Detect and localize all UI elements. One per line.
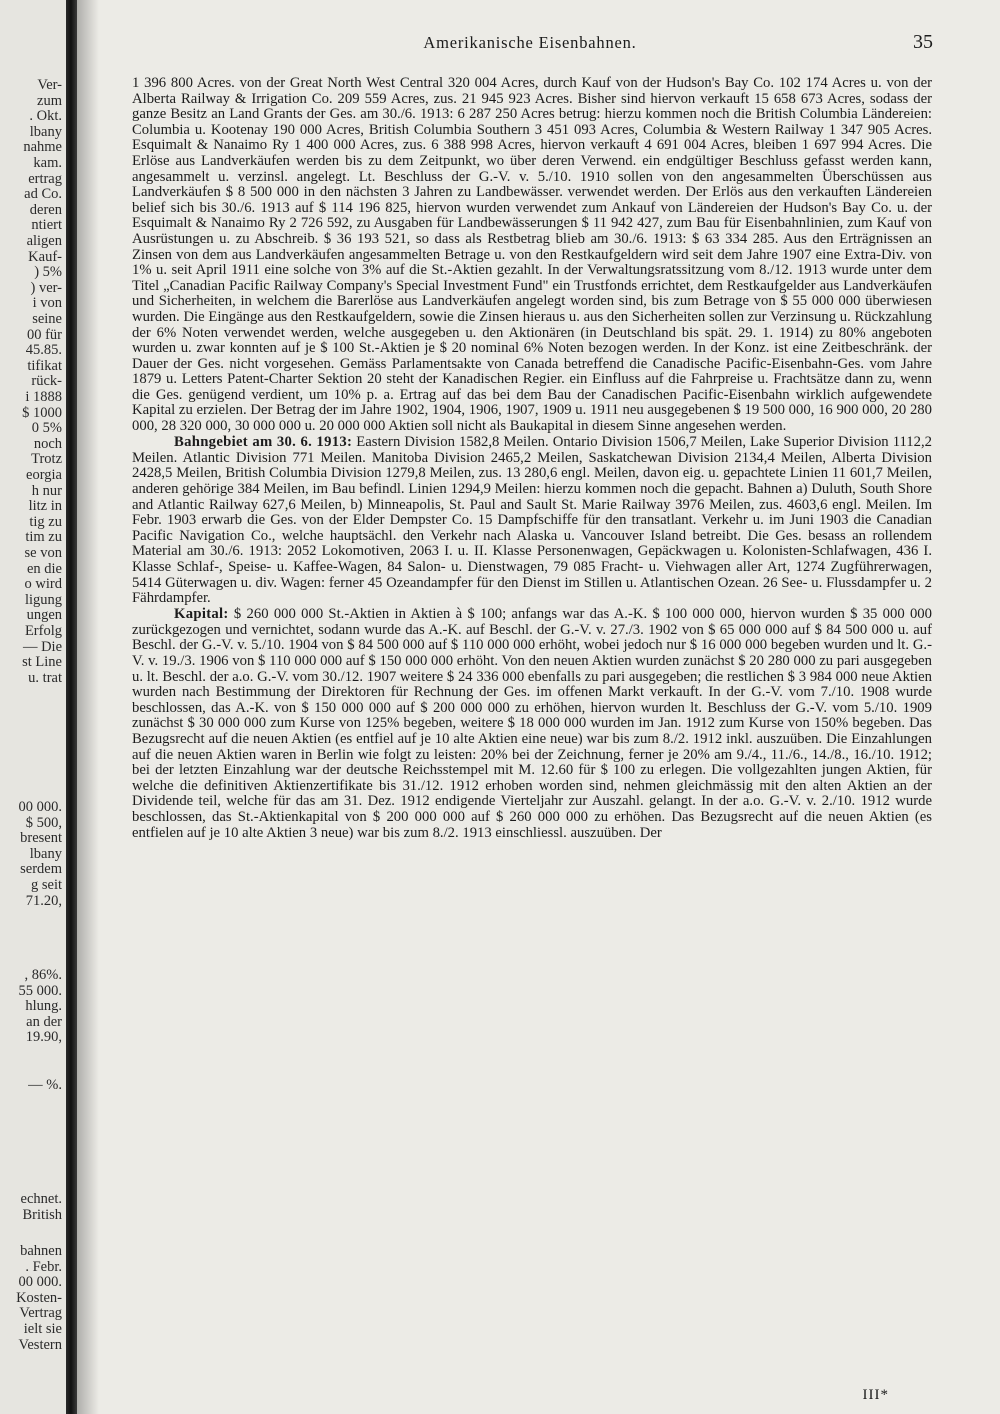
margin-fragment: i von <box>32 295 62 312</box>
page-body <box>132 76 932 841</box>
margin-fragment: ligung <box>24 591 62 608</box>
margin-fragment: 45.85. <box>25 342 62 359</box>
margin-fragment: Kosten- <box>16 1289 62 1306</box>
margin-fragment: ) 5% <box>34 264 62 281</box>
margin-fragment: nahme <box>23 139 62 156</box>
page-number: 35 <box>913 31 933 53</box>
margin-fragment: seine <box>32 311 62 327</box>
running-head: Amerikanische Eisenbahnen. <box>423 33 637 52</box>
margin-fragment: se von <box>24 545 62 561</box>
margin-fragment: Kauf- <box>28 248 62 265</box>
margin-fragment: i 1888 <box>25 389 62 405</box>
margin-fragment: bahnen <box>20 1243 62 1259</box>
margin-fragment: st Line <box>22 654 62 671</box>
margin-fragment: $ 1000 <box>22 404 62 421</box>
margin-fragment: an der <box>26 1013 62 1030</box>
paragraph-text: $ 260 000 000 St.-Aktien in Aktien à $ 100; anfangs war das A.-K. $ 100 000 000, hiervon wurden $ 35 000 000 zurückgezogen und vernichtet, sodann wurde das A.-K. auf Beschl. der G.-V. v. 27./3. 1902 von $ 65 000 000 auf $ 84 500 000 u. auf Beschl. der G.-V. v. 5./10. 1904 von $ 84 500 000 auf $ 110 000 000 erhöht, wobei jedoch nur $ 16 000 000 begeben wurden und lt. G.-V. v. 19./3. 1906 von $ 110 000 000 auf $ 150 000 000 erhöht. Von den neuen Aktien wurden zunächst $ 20 280 000 zu pari ausgegeben u. lt. Beschl. der a.o. G.-V. vom 30./12. 1907 weitere $ 24 336 000 ebenfalls zu pari ausgegeben; die restlichen $ 3 984 000 neue Aktien wurden nach Bestimmung der Direktoren für Rechnung der Ges. im offenen Markt verkauft. In der G.-V. vom 7./10. 1908 wurde beschlossen, das A.-K. von $ 150 000 000 auf $ 200 000 000 zu erhöhen, hiervon wurden lt. Beschluss der G.-V. vom 5./10. 1909 zunächst $ 30 000 000 zum Kurse von 125% begeben, weitere $ 18 000 000 wurden im Jan. 1912 zum Kurse von 150% begeben. Das Bezugsrecht auf die neuen Aktien (es entfiel auf je 10 alte Aktien eine neue) war bis zum 8./2. 1912 inkl. auszuüben. Die Einzahlungen auf die neuen Aktien waren in Berlin wie folgt zu leisten: 20% bei der Zeichnung, ferner je 20% am 9./4., 11./6., 14./8., 16./10. 1912; bei der letzten Einzahlung war der deutsche Reichsstempel mit M. 12.60 für $ 100 zu erlegen. Die vollgezahlten jungen Aktien, für welche die definitiven Aktienzertifikate bis 31./12. 1912 erhoben worden sind, nehmen gleichmässig mit den alten Aktien an der Dividende teil, welche für das am 31. Dez. 1912 endigende Vierteljahr zur Auszahl. gelangt. In der a.o. G.-V. v. 2./10. 1912 wurde beschlossen, das St.-Aktienkapital von $ 200 000 000 auf $ 260 000 000 zu erhöhen. Das Bezugsrecht auf die neuen Aktien (es entfielen auf je 10 alte Aktien 3 neue) war bis zum 8./2. 1913 einschliessl. auszuüben. Der <box>132 606 932 841</box>
margin-fragment: tim zu <box>25 529 62 546</box>
margin-fragment: 55 000. <box>18 982 62 999</box>
spine-shadow <box>77 0 99 1414</box>
margin-fragment: . Okt. <box>29 108 62 125</box>
margin-fragment: 71.20, <box>25 892 62 909</box>
margin-fragment: bresent <box>20 830 62 847</box>
margin-fragment: zum <box>37 92 62 109</box>
margin-fragment: — Die <box>22 638 62 655</box>
margin-fragment: ) ver- <box>30 279 62 296</box>
margin-fragment: u. trat <box>28 669 62 686</box>
margin-fragment: h nur <box>31 482 62 499</box>
margin-fragment: Ver- <box>37 77 62 93</box>
margin-fragment: $ 500, <box>25 814 62 831</box>
margin-fragment: en die <box>26 560 62 577</box>
margin-fragment: ertrag <box>28 170 62 187</box>
margin-fragment: serdem <box>20 861 62 878</box>
book-spine-fold <box>66 0 77 1414</box>
margin-fragment: ad Co. <box>24 186 62 203</box>
margin-fragment: British <box>22 1206 62 1223</box>
margin-fragment: lbany <box>29 123 62 140</box>
margin-fragment: ntiert <box>31 217 62 234</box>
margin-fragment: ielt sie <box>23 1321 62 1337</box>
margin-fragment: echnet. <box>20 1191 62 1207</box>
paragraph-kapital <box>132 607 932 841</box>
margin-fragment: 00 000. <box>18 799 62 815</box>
section-label-kapital: Kapital: <box>174 606 229 623</box>
previous-page-gutter <box>0 0 66 1414</box>
margin-fragment: 00 für <box>26 326 62 343</box>
margin-fragment: rück- <box>31 373 62 390</box>
section-label-bahngebiet: Bahngebiet am 30. 6. 1913: <box>174 434 353 451</box>
margin-fragment: Vertrag <box>19 1305 62 1322</box>
margin-fragment: noch <box>33 435 62 452</box>
margin-fragment: deren <box>29 201 62 218</box>
paragraph-text: 1 396 800 Acres. von der Great North West Central 320 004 Acres, durch Kauf von der Hudson's Bay Co. 102 174 Acres u. von der Alberta Railway & Irrigation Co. 209 559 Acres, zus. 21 945 923 Acres. Bisher sind hiervon verkauft 15 658 673 Acres, sodass der ganze Besitz an Land Grants der Ges. am 30./6. 1913: 6 287 250 Acres betrug: hierzu kommen noch die British Columbia Ländereien: Columbia u. Kootenay 190 000 Acres, British Columbia Southern 3 451 093 Acres, Columbia & Western Railway 1 347 905 Acres. Esquimalt & Nanaimo Ry 1 400 000 Acres, zus. 6 388 998 Acres, hiervon verkauft 4 691 004 Acres, bleiben 1 697 994 Acres. Die Erlöse aus Landverkäufen werden bis zu dem Zeitpunkt, wo über deren Verwend. ein endgültiger Beschluss gefasst werden kann, angesammelt u. verzinsl. angelegt. Lt. Beschluss der G.-V. v. 5./10. 1910 sollen von den angesammelten Überschüssen aus Landverkäufen $ 8 500 000 in den nächsten 3 Jahren zu Landbewässer. verwendet werden. Der Erlös aus den verkauften Ländereien belief sich bis 30./6. 1913 auf $ 114 196 825, hiervon wurden verwendet zum Ankauf von Ländereien der Hudson's Bay Co. u. der Esquimalt & Nanaimo Ry 2 726 592, zu Ausgaben für Landbewässerungen $ 11 942 427, zum Bau für Eisenbahnlinien, zum Kauf von Ausrüstungen u. zu Abschreib. $ 36 193 521, so dass als Restbetrag blieb am 30./6. 1913: $ 63 334 285. Aus den Erträgnissen an Zinsen von dem aus Landverkäufen angesammelten Betrage u. von den Restkaufgeldern wird seit dem Jahre 1907 eine Extra-Div. von 1% u. seit April 1911 eine solche von 3% auf die St.-Aktien gezahlt. In der Verwaltungsratssitzung vom 8./12. 1913 wurde unter dem Titel „Canadian Pacific Railway Company's Special Investment Fund" ein Trustfonds errichtet, dem Restkaufgelder aus Landverkäufen und Sicherheiten, in welchem die Barerlöse aus Landverkäufen angelegt worden sind, bis zum Betrage von $ 55 000 000 überwiesen wurden. Die Eingänge aus den Restkaufgeldern, sowie die Zinsen hieraus u. aus den Sicherheiten sollen zur Verzinsung u. Rückzahlung der 6% Noten verwendet werden, welche ausgegeben u. den Aktionären (in Deutschland bis spät. 29. 1. 1914) zu 80% angeboten wurden u. zwar konnten auf je $ 100 St.-Aktien je $ 20 nominal 6% Noten bezogen werden. In der Konz. ist eine Zeitbeschränk. der Dauer der Ges. nicht vorgesehen. Gemäss Parlamentsakte von Canada betreffend die Canadische Pacific-Eisenbahn-Ges. vom Jahre 1879 u. Letters Patent-Charter Sektion 20 steht der Kanadischen Regier. ein Einfluss auf die Fahrpreise u. Frachtsätze dann zu, wenn die Ges. genügend verdient, um 10% p. a. Ertrag auf das bei dem Bau der Canadischen Pacific-Eisenbahn wirklich aufgewendete Kapital zu erzielen. Der Betrag der im Jahre 1902, 1904, 1906, 1907, 1909 u. 1911 neu ausgegebenen $ 19 500 000, 16 900 000, 20 280 000, 28 320 000, 30 000 000 u. 20 000 000 Aktien soll nicht als Baukapital in diesem Sinne angesehen werden. <box>132 75 932 435</box>
margin-fragment: 0 5% <box>31 420 62 437</box>
margin-fragment: Erfolg <box>24 623 62 639</box>
margin-fragment: lbany <box>29 845 62 862</box>
margin-fragment: 00 000. <box>18 1274 62 1291</box>
margin-fragment: , 86%. <box>24 967 62 983</box>
margin-fragment: — %. <box>28 1077 62 1093</box>
margin-fragment: aligen <box>26 233 62 249</box>
signature-mark: III* <box>862 1387 889 1403</box>
paragraph-text: Eastern Division 1582,8 Meilen. Ontario Division 1506,7 Meilen, Lake Superior Division 1112,2 Meilen. Atlantic Division 771 Meilen. Manitoba Division 2465,2 Meilen, Saskatchewan Division 2134,4 Meilen, Alberta Division 2428,5 Meilen, British Columbia Division 1279,8 Meilen, zus. 13 280,6 engl. Meilen, davon eig. u. gepachtete Linien 11 601,7 Meilen, anderen gehörige 384 Meilen, im Bau befindl. Linien 1294,9 Meilen: hierzu kommen noch die gepacht. Bahnen a) Duluth, South Shore and Atlantic Railway 627,6 Meilen, b) Minneapolis, St. Paul and Sault St. Marie Railway 3976 Meilen, zus. 4603,6 engl. Meilen. Im Febr. 1903 erwarb die Ges. von der Elder Dempster Co. 15 Dampfschiffe für den transatlant. Verkehr u. im Juni 1903 die Canadian Pacific Navigation Co., welche hauptsächl. den Verkehr nach Alaska u. Vancouver Island betreibt. Die Ges. besass an rollendem Material am 30./6. 1913: 2052 Lokomotiven, 2063 I. u. II. Klasse Personenwagen, Gepäckwagen u. Kolonisten-Schlafwagen, 436 I. Klasse Schlaf-, Speise- u. Kaffee-Wagen, 84 Salon- u. Dienstwagen, 79 085 Fracht- u. Viehwagen aller Art, 1274 Zugführerwagen, 5414 Güterwagen u. div. Wagen: ferner 45 Ozeandampfer für den Dienst im Stillen u. Atlantischen Ozean. 26 See- u. Flussdampfer u. 2 Fährdampfer. <box>132 434 932 607</box>
margin-fragment: g seit <box>30 877 62 893</box>
paragraph-bahngebiet <box>132 435 932 607</box>
margin-fragment: o wird <box>24 576 62 593</box>
margin-fragment: Trotz <box>31 451 62 468</box>
margin-fragment: hlung. <box>25 998 62 1015</box>
margin-fragment: litz in <box>28 498 62 515</box>
margin-fragment: tig zu <box>29 513 62 530</box>
page-header <box>130 31 933 57</box>
margin-fragment: tifikat <box>27 357 62 374</box>
margin-fragment: 19.90, <box>25 1029 62 1046</box>
margin-fragment: ungen <box>26 607 62 624</box>
paragraph-land-grants <box>132 76 932 435</box>
margin-fragment: kam. <box>33 155 62 171</box>
margin-fragment: eorgia <box>26 467 62 483</box>
margin-fragment: Vestern <box>18 1336 62 1353</box>
margin-fragment: . Febr. <box>25 1258 62 1275</box>
